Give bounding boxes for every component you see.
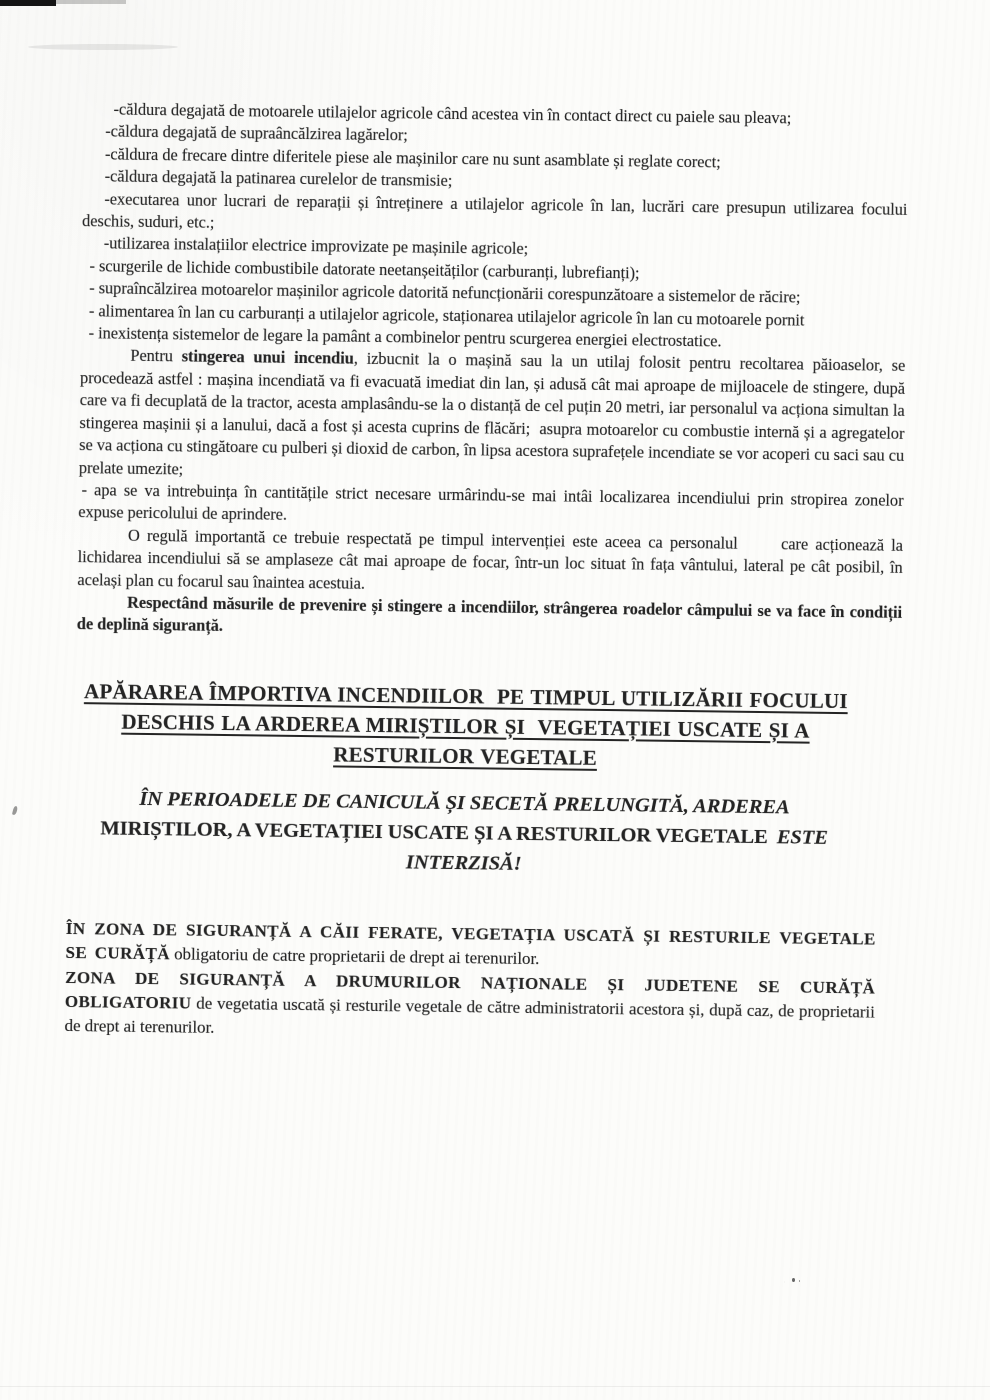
- heading-line: DESCHIS LA ARDEREA MIRIȘTILOR ȘI VEGETAȚIEI USCATE ȘI A: [121, 709, 810, 743]
- paragraph-conclusion: Respectând măsurile de prevenire și stingere a incendiilor, strângerea roadelor câmpului se va face în condiții de deplină siguranță.: [76, 592, 903, 636]
- paragraph-text: obligatoriu de catre proprietarii de drept ai terenurilor.: [169, 944, 540, 969]
- warning-line: INTERZISĂ!: [405, 851, 522, 875]
- list-item-water-use: - apa se va intrebuința în cantitățile strict necesare urmârindu-se mai intâi localizarea incendiului prin stropirea zonelor expuse pericolului de aprindere.: [78, 480, 904, 525]
- list-item-heat-bearings: -căldura degajată de supraâncălzirea lagărelor;: [105, 121, 408, 145]
- paragraph-rule: O regulă importantă ce trebuie respectată pe timpul intervenției este aceea ca personalul care acționează la lichidarea incendiului să se amplaseze cât mai aproape de focar, într-un loc situat în fața vântului, lateral pe cât posibil, în același plan cu focarul sau înaintea acestuia.: [77, 525, 904, 593]
- bold-phrase: ZONA DE SIGURANȚĂ A DRUMURILOR NAȚIONALE ȘI JUDETENE SE CURĂȚĂ OBLIGATORIU: [64, 967, 876, 1013]
- legal-note: [64, 917, 876, 1050]
- heading-line: APĂRAREA ÎMPORTIVA INCENDIILOR PE TIMPUL UTILIZĂRII FOCULUI: [83, 678, 848, 713]
- warning-line: ÎN PERIOADELE DE CANICULĂ ȘI SECETĂ PRELUNGITĂ, ARDEREA: [139, 787, 790, 819]
- list-item-heat-engines: -căldura degajată de motoarele utilajelor agricole când acestea vin în contact direct cu paiele sau pleava;: [113, 99, 792, 128]
- list-item-electrical: -utilizarea instalațiilor electrice improvizate pe mașinile agricole;: [103, 233, 529, 259]
- paragraph-extinguishing: [79, 345, 906, 490]
- paragraph-text: Pentru: [130, 346, 182, 366]
- paragraph-text: de vegetatia uscată și resturile vegetale de către administratorii acestora și, după caz, de proprietarii de drept ai terenurilor.: [64, 993, 875, 1038]
- list-item-overheating: - supraîncălzirea motoarelor mașinilor agricole datorită nefuncționării corespunzătoare a sistemelor de răcire;: [89, 278, 801, 307]
- list-item-friction: -căldura de frecare dintre diferitele piese ale mașinilor care nu sunt asamblate și reglate corect;: [104, 144, 721, 172]
- warning-heading: [54, 783, 875, 884]
- body-text: [64, 1, 910, 1049]
- list-item-refueling: - alimentarea în lan cu carburanți a utilajelor agricole, staționarea utilajelor agricole în lan cu motoarele pornit: [88, 300, 805, 330]
- section-heading: [55, 676, 876, 777]
- warning-line: MIRIȘTILOR, A VEGETAȚIEI USCATE ȘI A RESTURILOR VEGETALE ESTE: [100, 817, 829, 849]
- list-item-grounding: - inexistența sistemelor de legare la pamânt a combinelor pentru scurgerea energiei electrostatice.: [88, 323, 722, 351]
- list-item-fuel-leaks: - scurgerile de lichide combustibile datorate neetanșeităților (carburanți, lubrefianți);: [89, 256, 640, 283]
- bold-phrase: ÎN ZONA DE SIGURANȚĂ A CĂII FERATE, VEGETAȚIA USCATĂ ȘI RESTURILE VEGETALE SE CURĂȚĂ: [65, 918, 876, 964]
- paragraph-text: , izbucnit la o mașină sau la un utilaj folosit pentru recoltarea păioaselor, se procedează astfel : mașina incendiată va fi evacuată imediat din lan, și adusă cât mai aproape de mijloacele de stingere, după care va fi decuplată de la tractor, acesta amplasându-se la o distanță de cel puțin 20 metri, iar personalul va acționa simultan la stingerea mașinii și a lanului, dacă a fost și acesta cuprins de flăcări; asupra motoarelor cu combustie internă și a agregatelor se va acționa cu stingătoare cu pulberi și dioxid de carbon, în lipsa acestora suprafețele incendiate se vor acoperi cu saci sau cu prelate umezite;: [78, 349, 906, 478]
- heading-line: RESTURILOR VEGETALE: [333, 742, 598, 770]
- bold-phrase: stingerea unui incendiu: [181, 346, 354, 369]
- paragraph-road-zone: [64, 966, 875, 1050]
- list-item-repairs: -executarea unor lucrari de reparații și întreținere a utilajelor agricole în lan, lucrări care presupun utilizarea focului deschis, suduri, etc.;: [81, 189, 908, 232]
- list-item-belts: -căldura degajată la patinarea curelelor de transmisie;: [104, 166, 453, 191]
